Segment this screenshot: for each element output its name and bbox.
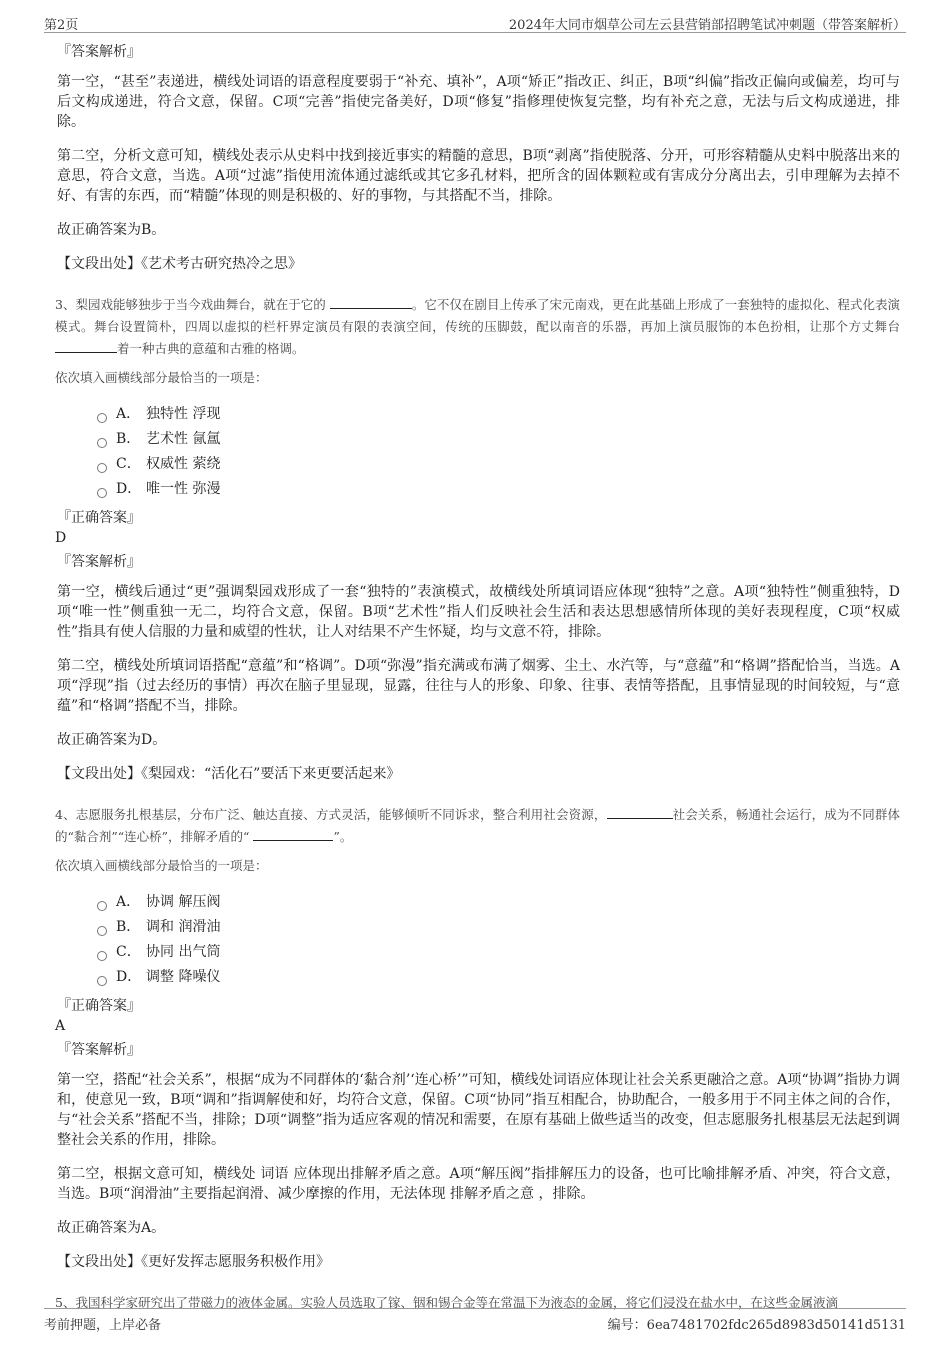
correct-answer-label: 『正确答案』 [57, 998, 141, 1014]
question-4-options [97, 890, 900, 990]
source-citation: 【文段出处】《艺术考古研究热冷之思》 [57, 256, 302, 272]
option-d[interactable]: D． 唯一性 弥漫 [97, 477, 900, 502]
source-citation: 【文段出处】《梨园戏：“活化石”要活下来更要活起来》 [57, 766, 401, 782]
question-3-options [97, 402, 900, 502]
answer-conclusion: 故正确答案为B。 [57, 222, 166, 238]
fill-blank [607, 804, 673, 819]
radio-icon[interactable] [97, 488, 107, 498]
page-footer [44, 1308, 906, 1331]
analysis-paragraph: 第二空，分析文意可知，横线处表示从史料中找到接近事实的精髓的意思，B项“剥离”指使脱落、分开，可形容精髓从史料中脱落出来的意思，符合文意，当选。A项“过滤”指使用流体通过滤纸或其它多孔材料，把所含的固体颗粒或有害成分分离出去，引申理解为去掉不好、有害的东西，而“精髓”体现的则是积极的、好的事物，与其搭配不当，排除。 [57, 148, 900, 204]
option-a[interactable]: A． 独特性 浮现 [97, 402, 900, 427]
correct-answer: D [55, 530, 67, 546]
option-c[interactable]: C． 协同 出气筒 [97, 940, 900, 965]
question-prompt: 依次填入画横线部分最恰当的一项是： [55, 858, 268, 873]
correct-answer-label: 『正确答案』 [57, 510, 141, 526]
analysis-label: 『答案解析』 [57, 1042, 141, 1058]
answer-conclusion: 故正确答案为D。 [57, 732, 167, 748]
question-3-text: 3、梨园戏能够独步于当今戏曲舞台，就在于它的 。它不仅在剧目上传承了宋元南戏，更在此基础上形成了一套独特的虚拟化、程式化表演模式。舞台设置简朴，四周以虚拟的栏杆界定演员有限的表演空间，传统的压脚鼓，配以南音的乐器，再加上演员服饰的本色扮相，让那个方丈舞台 着一种古典的意蕴和古雅的格调。 [55, 294, 900, 360]
option-c[interactable]: C． 权威性 萦绕 [97, 452, 900, 477]
document-title: 2024年大同市烟草公司左云县营销部招聘笔试冲刺题（带答案解析） [508, 18, 906, 33]
radio-icon[interactable] [97, 951, 107, 961]
radio-icon[interactable] [97, 901, 107, 911]
analysis-label: 『答案解析』 [57, 44, 141, 60]
radio-icon[interactable] [97, 463, 107, 473]
analysis-paragraph: 第二空，根据文意可知，横线处 词语 应体现出排解矛盾之意。A项“解压阀”指排解压力的设备，也可比喻排解矛盾、冲突，符合文意，当选。B项“润滑油”主要指起润滑、减少摩擦的作用，无法体现 排解矛盾之意 ，排除。 [57, 1166, 900, 1202]
answer-conclusion: 故正确答案为A。 [57, 1220, 166, 1236]
analysis-paragraph: 第二空，横线处所填词语搭配“意蕴”和“格调”。D项“弥漫”指充满或布满了烟雾、尘土、水汽等，与“意蕴”和“格调”搭配恰当，当选。A项“浮现”指（过去经历的事情）再次在脑子里显现，显露，往往与人的形象、印象、往事、表情等搭配，且事情显现的时间较短，与“意蕴”和“格调”搭配不当，排除。 [57, 658, 900, 714]
analysis-label: 『答案解析』 [57, 554, 141, 570]
question-5-text: 5、我国科学家研究出了带磁力的液体金属。实验人员选取了镓、铟和锡合金等在常温下为液态的金属，将它们浸没在盐水中，在这些金属液滴 [55, 1295, 838, 1310]
radio-icon[interactable] [97, 926, 107, 936]
question-4-text: 4、志愿服务扎根基层，分布广泛、触达直接、方式灵活，能够倾听不同诉求，整合利用社会资源， 社会关系，畅通社会运行，成为不同群体的“黏合剂”“连心桥”，排解矛盾的“ ”。 [55, 804, 900, 848]
page-header [44, 10, 906, 33]
option-d[interactable]: D． 调整 降噪仪 [97, 965, 900, 990]
analysis-paragraph: 第一空，“甚至”表递进，横线处词语的语意程度要弱于“补充、填补”，A项“矫正”指改正、纠正，B项“纠偏”指改正偏向或偏差，均可与后文构成递进，符合文意，保留。C项“完善”指使完备美好，D项“修复”指修理使恢复完整，均有补充之意，无法与后文构成递进，排除。 [57, 74, 900, 130]
analysis-paragraph: 第一空，横线后通过“更”强调梨园戏形成了一套“独特的”表演模式，故横线处所填词语应体现“独特”之意。A项“独特性”侧重独特，D项“唯一性”侧重独一无二，均符合文意，保留。B项“艺术性”指人们反映社会生活和表达思想感情所体现的美好表现程度，C项“权威性”指具有使人信服的力量和威望的性状，让人对结果不产生怀疑，均与文意不符，排除。 [57, 584, 900, 640]
page-number: 第2页 [44, 18, 79, 33]
fill-blank [253, 826, 333, 841]
option-a[interactable]: A． 协调 解压阀 [97, 890, 900, 915]
correct-answer: A [55, 1018, 66, 1034]
option-b[interactable]: B． 调和 润滑油 [97, 915, 900, 940]
fill-blank [330, 294, 412, 309]
analysis-paragraph: 第一空，搭配“社会关系”，根据“成为不同群体的‘黏合剂’‘连心桥’”可知，横线处词语应体现让社会关系更融洽之意。A项“协调”指协力调和，使意见一致，B项“调和”指调解使和好，均符合文意，保留。C项“协同”指互相配合，协助配合，一般多用于不同主体之间的合作，与“社会关系”搭配不当，排除；D项“调整”指为适应客观的情况和需要，在原有基础上做些适当的改变，但志愿服务扎根基层无法起到调整社会关系的作用，排除。 [57, 1072, 900, 1148]
radio-icon[interactable] [97, 438, 107, 448]
radio-icon[interactable] [97, 976, 107, 986]
document-id: 编号：6ea7481702fdc265d8983d50141d5131 [607, 1318, 906, 1333]
radio-icon[interactable] [97, 413, 107, 423]
source-citation: 【文段出处】《更好发挥志愿服务积极作用》 [57, 1254, 330, 1270]
fill-blank [55, 338, 117, 353]
footer-slogan: 考前押题，上岸必备 [44, 1318, 162, 1333]
option-b[interactable]: B． 艺术性 氤氲 [97, 427, 900, 452]
document-body [57, 42, 900, 1322]
question-prompt: 依次填入画横线部分最恰当的一项是： [55, 370, 268, 385]
